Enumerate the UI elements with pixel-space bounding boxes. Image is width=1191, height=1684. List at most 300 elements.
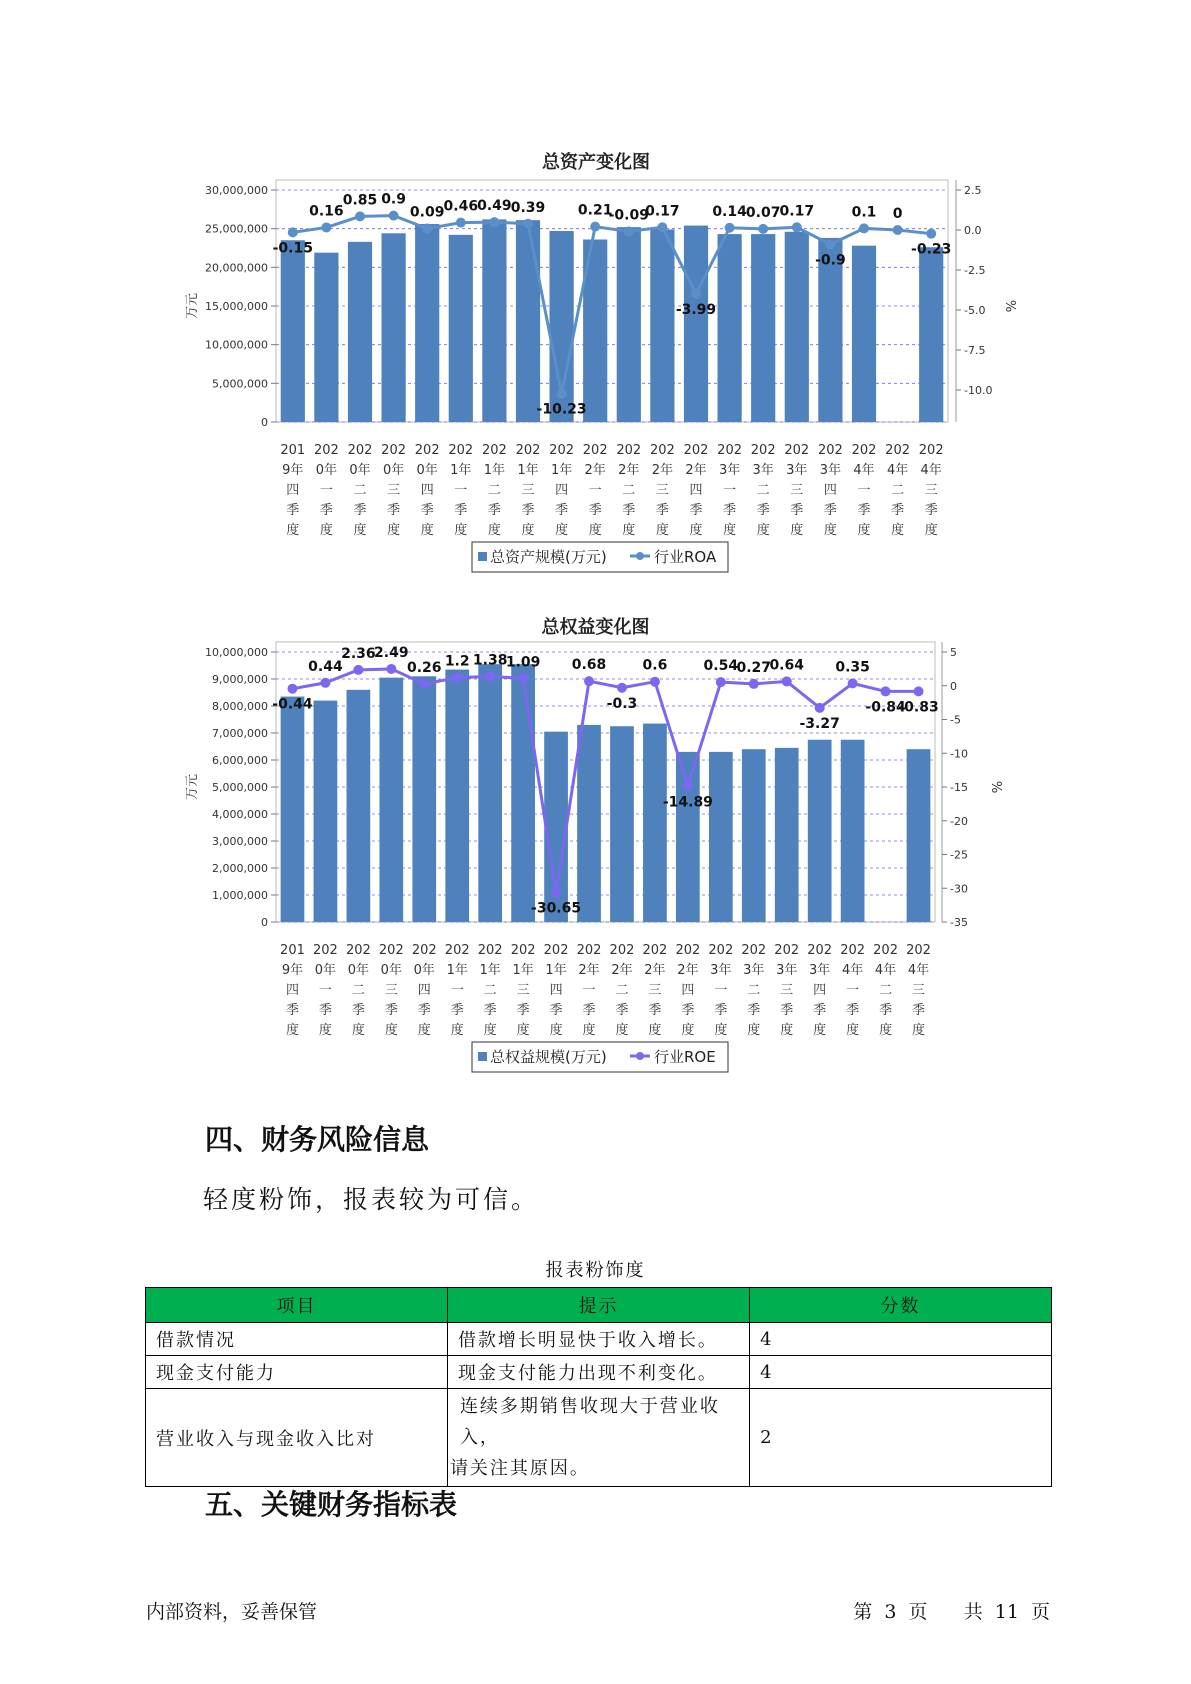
line-point xyxy=(321,222,331,232)
x-tick-label: 度 xyxy=(813,1023,827,1038)
row-item: 现金支付能力 xyxy=(146,1356,448,1389)
x-tick-label: 0年 xyxy=(315,463,338,478)
x-tick-label: 202 xyxy=(448,443,474,458)
line-point xyxy=(584,676,594,686)
x-tick-label: 一 xyxy=(582,983,596,998)
data-label: 0.17 xyxy=(645,203,680,220)
bar xyxy=(852,246,876,422)
y2-tick-label: 2.5 xyxy=(964,184,982,197)
line-point xyxy=(489,217,499,227)
x-tick-label: 2年 xyxy=(677,963,699,978)
legend-line-label: 行业ROE xyxy=(654,1048,716,1066)
data-label: 2.36 xyxy=(341,645,376,662)
line-point xyxy=(815,703,825,713)
x-tick-label: 季 xyxy=(790,503,804,518)
x-tick-label: 度 xyxy=(555,523,569,538)
line-point xyxy=(881,686,891,696)
x-tick-label: 度 xyxy=(516,1023,530,1038)
x-tick-label: 202 xyxy=(873,943,898,958)
line-point xyxy=(926,229,936,239)
footer-page-unit: 页 xyxy=(908,1601,928,1623)
y2-axis-label: % xyxy=(991,780,1006,794)
line-point xyxy=(590,222,600,232)
x-tick-label: 3年 xyxy=(786,463,808,478)
bar xyxy=(281,697,305,922)
line-point xyxy=(419,679,429,689)
legend-bar-swatch xyxy=(478,552,487,561)
x-tick-label: 三 xyxy=(780,983,794,998)
line-point xyxy=(355,211,365,221)
column-header-score: 分数 xyxy=(750,1288,1052,1323)
total-equity-chart-svg xyxy=(0,638,1191,1088)
x-tick-label: 一 xyxy=(588,483,602,498)
x-tick-label: 度 xyxy=(483,1023,497,1038)
x-tick-label: 度 xyxy=(823,523,837,538)
y-tick-label: 5,000,000 xyxy=(212,377,268,391)
line-point xyxy=(287,684,297,694)
data-label: 0 xyxy=(892,206,903,222)
x-tick-label: 202 xyxy=(817,443,843,458)
row-hint: 现金支付能力出现不利变化。 xyxy=(447,1356,749,1389)
x-tick-label: 四 xyxy=(420,483,434,498)
x-tick-label: 0年 xyxy=(349,463,371,478)
bar xyxy=(382,233,406,422)
bar xyxy=(348,242,372,422)
x-tick-label: 3年 xyxy=(809,963,831,978)
y-axis-label: 万元 xyxy=(185,773,200,801)
x-tick-label: 三 xyxy=(790,483,804,498)
x-tick-label: 3年 xyxy=(718,463,741,478)
x-tick-label: 202 xyxy=(683,443,709,458)
y2-tick-label: -30 xyxy=(950,882,968,896)
x-tick-label: 3年 xyxy=(776,963,798,978)
x-tick-label: 1年 xyxy=(479,963,501,978)
x-tick-label: 季 xyxy=(555,503,569,518)
x-tick-label: 季 xyxy=(318,1003,332,1018)
x-tick-label: 二 xyxy=(756,483,770,498)
x-tick-label: 三 xyxy=(912,983,926,998)
x-tick-label: 202 xyxy=(381,443,407,458)
x-tick-label: 3年 xyxy=(710,963,732,978)
line-point xyxy=(782,676,792,686)
bar xyxy=(445,670,469,922)
table-header-row xyxy=(146,1288,1052,1323)
x-tick-label: 二 xyxy=(353,483,367,498)
x-tick-label: 202 xyxy=(840,943,866,958)
section5-heading: 五、关键财务指标表 xyxy=(205,1488,458,1521)
x-tick-label: 1年 xyxy=(483,463,506,478)
x-tick-label: 2年 xyxy=(651,463,674,478)
x-tick-label: 3年 xyxy=(743,963,765,978)
x-tick-label: 季 xyxy=(384,1003,398,1018)
data-label: -0.23 xyxy=(911,241,952,258)
x-tick-label: 202 xyxy=(378,943,404,958)
y-tick-label: 10,000,000 xyxy=(205,646,268,659)
x-tick-label: 季 xyxy=(615,1003,629,1018)
x-tick-label: 度 xyxy=(689,523,703,538)
x-tick-label: 0年 xyxy=(380,963,402,978)
bar xyxy=(577,725,601,922)
y2-tick-label: -15 xyxy=(950,781,968,794)
x-tick-label: 度 xyxy=(648,1023,662,1038)
x-tick-label: 二 xyxy=(891,483,905,498)
x-tick-label: 一 xyxy=(450,983,464,998)
x-tick-label: 度 xyxy=(891,523,905,538)
x-tick-label: 度 xyxy=(622,523,636,538)
y-tick-label: 0 xyxy=(261,416,268,429)
x-tick-label: 季 xyxy=(487,503,501,518)
legend-bar-label: 总资产规模(万元) xyxy=(490,548,607,566)
data-label: 0.16 xyxy=(309,203,344,220)
line-point xyxy=(758,224,768,234)
x-tick-label: 度 xyxy=(285,1023,299,1038)
line-point xyxy=(485,671,495,681)
y-tick-label: 25,000,000 xyxy=(205,222,268,236)
x-tick-label: 度 xyxy=(417,1023,431,1038)
x-tick-label: 1年 xyxy=(550,463,573,478)
x-tick-label: 三 xyxy=(387,483,401,498)
data-label: 0.17 xyxy=(779,203,815,220)
data-label: -30.65 xyxy=(531,900,582,917)
x-tick-label: 0年 xyxy=(382,463,405,478)
data-label: -14.89 xyxy=(662,794,713,811)
x-tick-label: 三 xyxy=(924,483,938,498)
chart-title: 总资产变化图 xyxy=(542,152,650,173)
x-tick-label: 202 xyxy=(576,943,602,958)
x-tick-label: 季 xyxy=(857,503,871,518)
x-tick-label: 202 xyxy=(345,943,371,958)
line-point xyxy=(650,677,660,687)
x-tick-label: 季 xyxy=(655,503,669,518)
row-hint: 借款增长明显快于收入增长。 xyxy=(447,1323,749,1356)
x-tick-label: 季 xyxy=(912,1003,926,1018)
x-tick-label: 四 xyxy=(689,483,703,498)
data-label: -3.99 xyxy=(675,301,717,318)
line-point xyxy=(523,219,533,229)
footer-total-prefix: 共 xyxy=(963,1601,983,1623)
y2-tick-label: -5.0 xyxy=(964,304,986,317)
row-score: 4 xyxy=(750,1323,1052,1356)
data-label: 1.38 xyxy=(472,652,508,669)
x-tick-label: 0年 xyxy=(314,963,337,978)
y-tick-label: 2,000,000 xyxy=(212,862,268,875)
x-tick-label: 2年 xyxy=(611,963,633,978)
x-tick-label: 度 xyxy=(286,523,300,538)
y-tick-label: 30,000,000 xyxy=(205,184,268,197)
footer-confidential: 内部资料，妥善保管 xyxy=(146,1601,318,1623)
x-tick-label: 二 xyxy=(615,983,629,998)
line-point xyxy=(386,664,396,674)
x-tick-label: 202 xyxy=(807,943,833,958)
x-tick-label: 2年 xyxy=(618,463,640,478)
data-label: 0.27 xyxy=(736,659,772,676)
x-tick-label: 4年 xyxy=(907,963,930,978)
column-header-hint: 提示 xyxy=(447,1288,749,1323)
x-tick-label: 度 xyxy=(387,523,401,538)
x-tick-label: 202 xyxy=(642,943,668,958)
data-label: 0.21 xyxy=(577,202,613,219)
x-tick-label: 202 xyxy=(675,943,701,958)
line-point xyxy=(716,677,726,687)
line-point xyxy=(288,227,298,237)
data-label: 0.54 xyxy=(703,658,739,675)
line-point xyxy=(792,222,802,232)
x-tick-label: 2年 xyxy=(644,963,666,978)
x-tick-label: 4年 xyxy=(886,463,909,478)
x-tick-label: 4年 xyxy=(920,463,942,478)
y-tick-label: 20,000,000 xyxy=(205,261,268,275)
x-tick-label: 三 xyxy=(648,983,662,998)
y-tick-label: 7,000,000 xyxy=(212,727,268,740)
bar xyxy=(907,749,931,922)
line-point xyxy=(353,665,363,675)
x-tick-label: 度 xyxy=(353,523,367,538)
x-tick-label: 季 xyxy=(588,503,602,518)
x-tick-label: 9年 xyxy=(282,463,304,478)
risk-summary: 轻度粉饰，报表较为可信。 xyxy=(203,1185,540,1214)
x-tick-label: 三 xyxy=(655,483,669,498)
x-tick-label: 季 xyxy=(521,503,535,518)
x-tick-label: 2年 xyxy=(685,463,707,478)
line-point xyxy=(725,223,735,233)
x-tick-label: 度 xyxy=(747,1023,761,1038)
data-label: 1.2 xyxy=(444,653,470,670)
x-tick-label: 一 xyxy=(723,483,737,498)
x-tick-label: 1年 xyxy=(545,963,567,978)
x-tick-label: 度 xyxy=(420,523,434,538)
line-point xyxy=(452,673,462,683)
line-point xyxy=(624,226,634,236)
x-tick-label: 202 xyxy=(717,443,743,458)
x-tick-label: 季 xyxy=(417,1003,431,1018)
table-row xyxy=(146,1323,1052,1356)
x-tick-label: 202 xyxy=(444,943,470,958)
legend-line-marker xyxy=(636,552,644,560)
column-header-item: 项目 xyxy=(146,1288,448,1323)
x-tick-label: 度 xyxy=(549,1023,563,1038)
bar xyxy=(718,234,742,422)
line-point xyxy=(914,686,924,696)
x-tick-label: 季 xyxy=(285,1003,299,1018)
bar xyxy=(449,235,473,422)
x-tick-label: 4年 xyxy=(841,963,864,978)
x-tick-label: 季 xyxy=(622,503,636,518)
y-axis-label: 万元 xyxy=(185,292,200,320)
row-hint-line1: 连续多期销售收现大于营业收入， xyxy=(459,1396,720,1448)
x-tick-label: 202 xyxy=(616,443,642,458)
table-row xyxy=(146,1389,1052,1487)
x-tick-label: 4年 xyxy=(853,463,875,478)
x-tick-label: 四 xyxy=(285,983,299,998)
row-hint xyxy=(447,1389,749,1487)
data-label: 0.07 xyxy=(745,204,781,221)
x-tick-label: 度 xyxy=(924,523,938,538)
bar xyxy=(314,253,338,422)
data-label: -0.44 xyxy=(272,696,313,713)
x-tick-label: 202 xyxy=(543,943,569,958)
x-tick-label: 四 xyxy=(286,483,300,498)
x-tick-label: 202 xyxy=(885,443,911,458)
row-hint-line2: 请关注其原因。 xyxy=(449,1458,590,1479)
table-row xyxy=(146,1356,1052,1389)
x-tick-label: 季 xyxy=(286,503,300,518)
x-tick-label: 2年 xyxy=(584,463,606,478)
bar xyxy=(617,227,641,422)
data-label: -0.84 xyxy=(865,699,906,716)
data-label: 0.1 xyxy=(851,204,877,221)
x-tick-label: 季 xyxy=(924,503,938,518)
y2-tick-label: -10.0 xyxy=(964,384,993,397)
y-tick-label: 4,000,000 xyxy=(212,808,268,821)
x-tick-label: 季 xyxy=(756,503,770,518)
bar xyxy=(347,690,371,922)
x-tick-label: 度 xyxy=(450,1023,464,1038)
x-tick-label: 度 xyxy=(655,523,669,538)
data-label: -0.83 xyxy=(898,699,939,716)
legend-line-marker xyxy=(636,1052,644,1060)
x-tick-label: 四 xyxy=(417,983,431,998)
x-tick-label: 三 xyxy=(516,983,530,998)
y-tick-label: 3,000,000 xyxy=(212,835,268,848)
line-point xyxy=(691,289,701,299)
x-tick-label: 度 xyxy=(454,523,468,538)
x-tick-label: 二 xyxy=(487,483,501,498)
x-tick-label: 0年 xyxy=(347,963,370,978)
x-tick-label: 度 xyxy=(384,1023,398,1038)
x-tick-label: 1年 xyxy=(512,963,534,978)
y2-tick-label: -2.5 xyxy=(964,264,986,277)
footer-total: 11 xyxy=(994,1601,1019,1623)
y-tick-label: 15,000,000 xyxy=(205,300,268,313)
data-label: -0.3 xyxy=(606,695,638,712)
y-tick-label: 8,000,000 xyxy=(212,700,268,713)
x-tick-label: 四 xyxy=(555,483,569,498)
bar xyxy=(684,226,708,422)
x-tick-label: 202 xyxy=(708,943,734,958)
line-point xyxy=(749,679,759,689)
y-tick-label: 10,000,000 xyxy=(205,338,268,352)
x-tick-label: 202 xyxy=(477,943,503,958)
x-tick-label: 202 xyxy=(313,943,338,958)
x-tick-label: 二 xyxy=(879,983,893,998)
data-label: 0.46 xyxy=(443,198,479,215)
data-label: 0.49 xyxy=(477,198,512,215)
x-tick-label: 季 xyxy=(549,1003,563,1018)
y2-tick-label: -7.5 xyxy=(964,344,986,357)
bar xyxy=(482,219,506,422)
bar xyxy=(511,664,535,922)
row-score: 2 xyxy=(750,1389,1052,1487)
y2-tick-label: 5 xyxy=(950,646,957,659)
y2-tick-label: -35 xyxy=(950,916,968,929)
x-tick-label: 度 xyxy=(487,523,501,538)
bar xyxy=(808,740,832,922)
y2-tick-label: -10 xyxy=(950,747,968,761)
data-label: 0.68 xyxy=(571,657,607,674)
bar xyxy=(379,678,403,922)
y2-axis-label: % xyxy=(1005,299,1020,313)
x-tick-label: 0年 xyxy=(416,463,438,478)
data-label: -0.09 xyxy=(608,207,649,224)
x-tick-label: 季 xyxy=(387,503,401,518)
data-label: 0.09 xyxy=(409,204,445,221)
bar xyxy=(650,229,674,422)
x-tick-label: 201 xyxy=(280,943,305,958)
data-label: 0.44 xyxy=(308,658,343,675)
section4-heading: 四、财务风险信息 xyxy=(205,1123,430,1156)
x-tick-label: 度 xyxy=(723,523,737,538)
bar xyxy=(751,234,775,422)
total-assets-chart xyxy=(0,140,1191,590)
x-tick-label: 季 xyxy=(723,503,737,518)
data-label: 0.35 xyxy=(835,659,870,676)
bar xyxy=(841,740,865,922)
bar xyxy=(785,232,809,422)
table-caption: 报表粉饰度 xyxy=(545,1260,646,1281)
x-tick-label: 季 xyxy=(747,1003,761,1018)
total-assets-chart-svg xyxy=(0,140,1191,590)
bar xyxy=(775,748,799,922)
x-tick-label: 一 xyxy=(318,983,332,998)
line-point xyxy=(825,239,835,249)
legend-line-label: 行业ROA xyxy=(654,548,717,566)
x-tick-label: 季 xyxy=(483,1003,497,1018)
x-tick-label: 一 xyxy=(454,483,468,498)
x-tick-label: 季 xyxy=(516,1003,530,1018)
x-tick-label: 度 xyxy=(588,523,602,538)
x-tick-label: 1年 xyxy=(446,963,468,978)
footer-page-number xyxy=(851,1597,1052,1624)
x-tick-label: 季 xyxy=(582,1003,596,1018)
x-tick-label: 1年 xyxy=(517,463,539,478)
x-tick-label: 202 xyxy=(510,943,536,958)
x-tick-label: 二 xyxy=(622,483,636,498)
x-tick-label: 一 xyxy=(319,483,333,498)
x-tick-label: 度 xyxy=(857,523,871,538)
data-label: 0.14 xyxy=(712,203,747,220)
x-tick-label: 季 xyxy=(813,1003,827,1018)
x-tick-label: 季 xyxy=(879,1003,893,1018)
x-tick-label: 202 xyxy=(347,443,373,458)
x-tick-label: 四 xyxy=(681,983,695,998)
x-tick-label: 季 xyxy=(891,503,905,518)
line-point xyxy=(518,673,528,683)
bar xyxy=(709,752,733,922)
legend-bar-label: 总权益规模(万元) xyxy=(490,1048,607,1066)
y2-tick-label: -20 xyxy=(950,814,968,828)
x-tick-label: 一 xyxy=(714,983,728,998)
bar xyxy=(919,247,943,422)
x-tick-label: 度 xyxy=(681,1023,695,1038)
y2-tick-label: -25 xyxy=(950,848,968,862)
x-tick-label: 三 xyxy=(521,483,535,498)
x-tick-label: 202 xyxy=(582,443,608,458)
total-equity-chart xyxy=(0,638,1191,1088)
line-point xyxy=(893,225,903,235)
x-tick-label: 202 xyxy=(784,443,810,458)
x-tick-label: 四 xyxy=(813,983,827,998)
data-label: -3.27 xyxy=(799,715,840,732)
x-tick-label: 202 xyxy=(741,943,767,958)
x-tick-label: 季 xyxy=(714,1003,728,1018)
footer-page-prefix: 第 xyxy=(853,1601,873,1623)
x-tick-label: 季 xyxy=(319,503,333,518)
data-label: 0.6 xyxy=(642,657,668,674)
line-point xyxy=(848,678,858,688)
bar xyxy=(415,224,439,422)
x-tick-label: 四 xyxy=(549,983,563,998)
y-tick-label: 1,000,000 xyxy=(212,889,268,902)
